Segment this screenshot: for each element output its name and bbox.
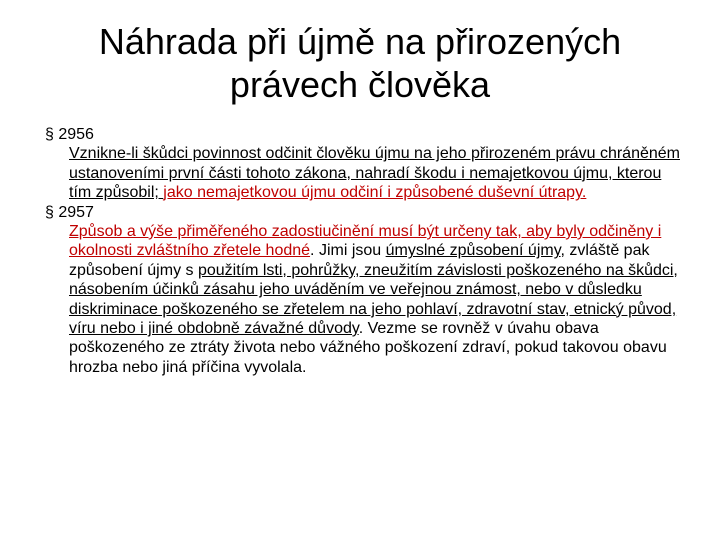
section-2957-text-b: . Jimi jsou [310, 242, 386, 260]
section-2956-text-b: jako nemajetkovou újmu odčiní i způsobené duševní útrapy. [163, 184, 587, 202]
section-2957-text-e: použitím lsti, pohrůžky, zneužitím závislosti poškozeného na škůdci, násobením účinků zásahu jeho uváděním ve veřejnou známost, nebo v důsledku diskriminace poškozeného se zřetelem na jeho pohlaví, zdravotní stav, etnický původ, víru nebo i jiné obdobně závažné důvody [69, 261, 678, 338]
section-2957-text-c: úmyslné způsobení újmy [385, 242, 561, 260]
section-2956-text-a: Vznikne-li škůdci povinnost odčinit člověku újmu na jeho přirozeném právu chráněném ustanoveními první části tohoto zákona, nahradí škodu i nemajetkovou újmu, kterou tím způsobil; [69, 145, 680, 202]
section-2957-text-a: Způsob a výše přiměřeného zadostiučinění musí být určeny tak, aby byly odčiněny i okolnosti zvláštního zřetele hodné [69, 223, 662, 260]
section-2957-text-f: . Vezme se rovněž v úvahu obava poškozeného ze ztráty života nebo vážného poškození zdraví, pokud takovou obavu hrozba nebo jiná příčina vyvolala. [69, 320, 667, 376]
section-2957-text-d: , zvláště pak způsobení újmy s [69, 242, 650, 279]
slide-title-line1: Náhrada při újmě na přirozených [98, 21, 622, 62]
slide-body [45, 125, 685, 377]
section-mark-2956: § 2956 [45, 126, 94, 143]
slide-title-line2: právech člověka [229, 64, 491, 105]
section-mark-2957: § 2957 [45, 203, 94, 221]
slide-title [40, 20, 680, 106]
section-text-2957 [69, 222, 685, 377]
section-text-2956 [69, 144, 685, 202]
